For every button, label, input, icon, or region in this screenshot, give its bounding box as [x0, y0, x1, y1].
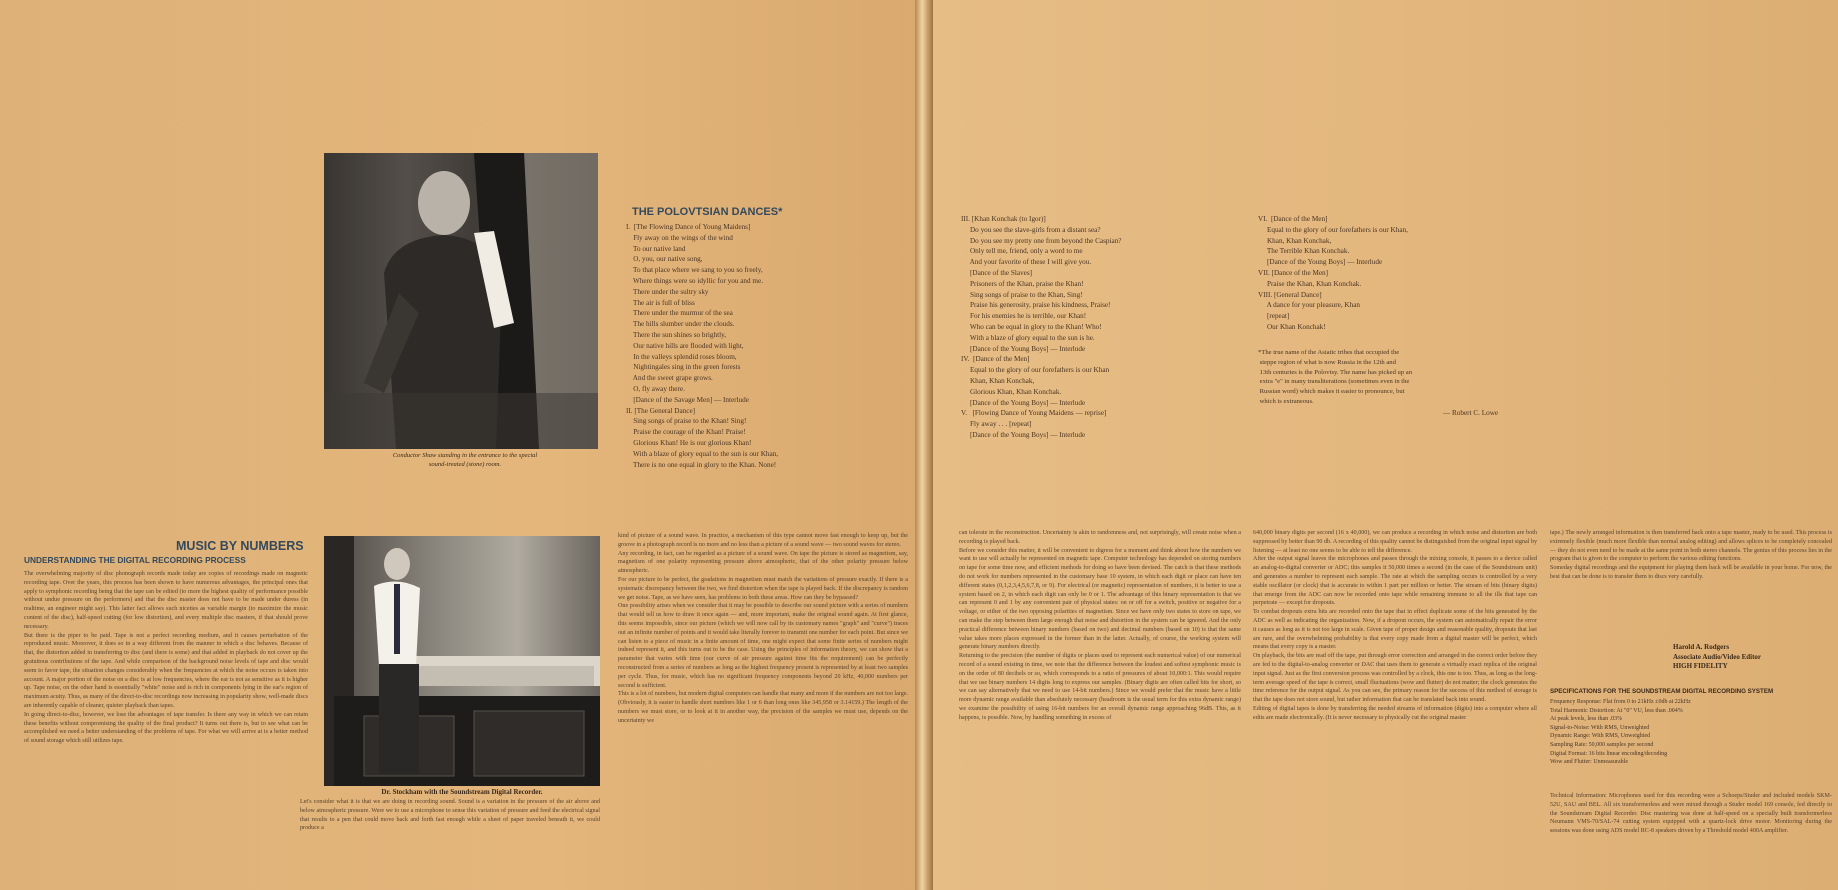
conductor-figure	[324, 153, 598, 449]
music-by-numbers-title: MUSIC BY NUMBERS	[176, 539, 304, 553]
technical-information: Technical Information: Microphones used for this recording were a Schoeps/Studer and included models SKM-52U, SAU and BEL. All six transformerless and were mixed through a Studer model 169 console, fed directly to the Soundstream Digital Recorder. Disc mastering was done at half-speed on a specially built transformerless Neumann VMS-70/SAL-74 cutting system equipped with a quartz-lock drive motor. Monitoring during the sessions was done using ADS model RC-8 speakers driven by a Threshold model 400A amplifier.	[1550, 793, 1832, 835]
polovtsian-lyrics-part1: I. [The Flowing Dance of Young Maidens] Fly away on the wings of the wind To our native land O, you, our native song, To that place where we sang to you so freely, Where things were so idyllic for you and me. There under the sultry sky The air is full of bliss There under the murmur of the sea The hills slumber under the clouds. There the sun shines so brightly, Our native hills are flooded with light, In the valleys splendid roses bloom, Nightingales sing in the green forests And the sweet grape grows. O, fly away there. [Dance of the Savage Men] — Interlude II. [The General Dance] Sing songs of praise to the Khan! Sing! Praise the courage of the Khan! Praise! Glorious Khan! He is our glorious Khan! With a blaze of glory equal to the sun is our Khan, There is no one equal in glory to the Khan. None!	[626, 223, 779, 469]
specs-title: SPECIFICATIONS FOR THE SOUNDSTREAM DIGITAL RECORDING SYSTEM	[1550, 688, 1774, 695]
photo1-caption: Conductor Shaw standing in the entrance to the special sound-treated (stone) room.	[392, 452, 538, 469]
article-column-2: Let's consider what it is that we are doing in recording sound. Sound is a variation in the pressure of the air above and below atmospheric pressure. Were we to use a microphone to sense this variation of pressure and feed the electrical signal that results to a pen that could move back and forth fast enough while a sheet of paper traveled beneath it, we could produce a	[300, 799, 600, 832]
conductor-photo	[324, 153, 598, 449]
article-column-3: kind of picture of a sound wave. In practice, a mechanism of this type cannot move fast enough to keep up, but the groove in a photograph record is no more and no less than a picture of a sound wave — two sound waves for stereo. Any recording, in fact, can be regarded as a picture of a sound wave. On tape the picture is stored as magnetism, say, magnetism of one polarity representing pressure above atmospheric, that of the other polarity pressure below atmospheric. For our picture to be perfect, the gradations in magnetism must match the variations of pressure exactly. If there is a systematic discrepancy between the two, we find distortion when the tape is played back. If the discrepancy is random we get noise. Tape, as we have seen, has problems in both these areas. How can they be bypassed? One possibility arises when we consider that it may be possible to describe our sound picture with a series of numbers that would tell us how to draw it once again — and, more important, make the original sound again. At first glance, this seems impossible, since our picture (which we will now call by its customary names "graph" and "curve") traces out an infinite number of points and it would take literally forever to transmit one number for each point. But since we can listen to a piece of music in a finite amount of time, one might expect that some finite series of numbers might indeed represent it, and this turns out to be the case. Using the principles of information theory, we can show that a parameter that varies with time (our curve of air pressure against time fits the requirement) can be perfectly reconstructed from a series of numbers as long as the highest frequency present is represented by at least two samples per cycle. Thus, for music, which has no significant frequency components beyond 20 kHz, 40,000 numbers per second is sufficient. This is a lot of numbers, but modern digital computers can handle that many and more if the numbers are not too large. (Obviously, it is easier to handle short numbers like 1 or 6 than long ones like 345,958 or 3.14159.) The length of the numbers we must store, or to look at it in another way, the precision of the samples we must use, depends on the uncertainty we	[618, 533, 908, 724]
author-signature: Harold A. Rodgers Associate Audio/Video Editor HIGH FIDELITY	[1673, 643, 1762, 670]
right-page	[933, 0, 1838, 890]
footnote-author: — Robert C. Lowe	[1443, 409, 1499, 417]
polovtsian-lyrics-part2: III. [Khan Konchak (to Igor)] Do you see the slave-girls from a distant sea? Do you see my pretty one from beyond the Caspian? Only tell me, friend, only a word to me And your favorite of these I will give you. [Dance of the Slaves] Prisoners of the Khan, praise the Khan! Sing songs of praise to the Khan, Sing! Praise his generosity, praise his kindness, Praise! For his enemies he is terrible, our Khan! Who can be equal in glory to the Khan! Who! With a blaze of glory equal to the sun is he. [Dance of the Young Boys] — Interlude IV. [Dance of the Men] Equal to the glory of our forefathers is our Khan Khan, Khan Konchak, Glorious Khan, Khan Konchak. [Dance of the Young Boys] — Interlude V. [Flowing Dance of Young Maidens — reprise] Fly away . . . [repeat] [Dance of the Young Boys] — Interlude	[961, 215, 1122, 439]
recorder-scene	[324, 536, 600, 786]
footnote: *The true name of the Asiatic tribes that occupied the steppe region of what is now Russia in the 12th and 13th centuries is the Polovtsy. The name has picked up an extra "e" in many transliterations (sometimes even in the Russian word) which makes it easier to pronounce, but which is extraneous.	[1258, 349, 1413, 405]
article-column-5: 640,000 binary digits per second (16 x 40,000), we can produce a recording in which noise and distortion are both suppressed by better than 90 db. A recording of this quality cannot be distinguished from the original input signal by listening — at least no one seems to be able to tell the difference. After the output signal leaves the microphones and passes through the mixing console, it passes to a device called an analog-to-digital converter or ADC; this samples it 50,000 times a second (in the case of the Soundstream unit) and generates a number to represent each sample. The rate at which the sampling occurs is controlled by a very stable oscillator (or clock) that is accurate to within 1 part per million or better. The stream of bits (binary digits) that emerge from the ADC can now be recorded onto tape while remaining immune to all the ills that tape can perpetrate — except for dropouts. To combat dropouts extra bits are recorded onto the tape that in effect duplicate some of the bits generated by the ADC as well as indicating the organization. Now, if a dropout occurs, the system can automatically repair the error it causes as long as it is not too large in scale. Given tape of proper design and reasonable quality, dropouts that last are rare, and the overwhelming probability is that every copy made from a digital master will be perfect, which means that every copy is a master. On playback, the bits are read off the tape, put through error correction and arranged in the correct order before they are fed to the digital-to-analog converter or DAC that uses them to generate a virtually exact replica of the original input signal. Just as the first conversion process was controlled by a clock, this one is too. Thus, as long as the long-term average speed of the tape is correct, small fluctuations (wow and flutter) do not matter; the clock generates the time reference for the output signal. As you can see, the primary reason for the success of this method of storage is that the tape does not store sound, but rather information that can be translated back into sound. Editing of digital tapes is done by transferring the needed streams of information (digits) into a computer where all edits are made electronically. (It is never necessary to physically cut the original master	[1253, 530, 1537, 721]
polovtsian-title: THE POLOVTSIAN DANCES*	[632, 206, 783, 218]
article-column-4: can tolerate in the reconstruction. Uncertainty is akin to randomness and, not surprisingly, will create noise when a recording is played back. Before we consider this matter, it will be convenient to digress for a moment and think about how the numbers we want to use will actually be represented on magnetic tape. Computer technology has depended on storing numbers on tape for some time now, and efficient methods for doing so have been devised. The catch is that these methods do not work for numbers represented in the customary base 10 system, in which each digit or place can have ten different states (0,1,2,3,4,5,6,7,8, or 9). For electrical (or magnetic) representation of numbers, it is better to use a system based on 2, in which each digit can only be 0 or 1. The advantage of this binary representation is that we can represent 0 and 1 by any convenient pair of physical states: on or off for a switch, positive or negative for a voltage, or either of the two opposing polarities of magnetism. Since we have only two states to store on tape, we can make the step between them large enough that noise and distortion in the system can be ignored. And the only practical difference between binary numbers (based on two) and decimal numbers (based on 10) is that the same value takes more places expressed in the former than in the latter. Actually, of course, the working system will generate binary numbers directly. Returning to the precision (the number of digits or places used to represent each numerical value) of our numerical record of a sound existing in time, we note that the difference between the loudest and softest symphonic music is on the order of 80 decibels or so, which corresponds to a ratio of pressures of about 10,000:1. This would require that we use binary numbers 14 digits long to express our samples. (Binary digits are often called bits for short, so we can say alternatively that we need to use 14-bit numbers.) Since we would prefer that the music have a little more dynamic range available than absolutely necessary (headroom is the usual term for this extra dynamic range) we examine the possibility of using 16-bit numbers for an overall dynamic range approaching 96dB. This, as it happens, is possible. Now, by handling something in excess of	[959, 530, 1241, 721]
spine	[915, 0, 933, 890]
left-page	[0, 0, 915, 890]
polovtsian-lyrics-part3: VI. [Dance of the Men] Equal to the glory of our forefathers is our Khan, Khan, Khan Konchak, The Terrible Khan Konchak. [Dance of the Young Boys] — Interlude VII. [Dance of the Men] Praise the Khan, Khan Konchak. VIII. [General Dance] A dance for your pleasure, Khan [repeat] Our Khan Konchak!	[1258, 215, 1408, 331]
photo2-caption: Dr. Stockham with the Soundstream Digital Recorder.	[381, 788, 543, 796]
music-by-numbers-subtitle: UNDERSTANDING THE DIGITAL RECORDING PROCESS	[24, 555, 246, 565]
article-column-1: The overwhelming majority of disc phonograph records made today are copies of recordings made on magnetic recording tape. Over the years, this process has been shown to have numerous advantages, the principal ones that apply to symphonic recording being that the tape can be edited (to more the highest quality of performance possible without undue pressure on the performers) and that the disc master does not have to be made under duress (in realtime, an engineer might say). This latter fact allows such niceties as variable margin (to maximize the music content of the disc), half-speed cutting (for low distortion), and every multiple disc masters, if that should prove necessary. But there is the piper to be paid. Tape is not a perfect recording medium, and it causes perturbation of the reproduced music. Moreover, it does so in a way different from the manner in which a disc behaves. Because of that, the distortion added in transferring to disc (and there is some) and that added in playback do not cover up the gratuitous contributions of the tape. And while comparison of the background noise levels of tape and disc would seem to favor tape, the situation changes considerably when the frequencies at which the noise occurs is taken into account. A major portion of the noise on a disc is at low frequencies, where the ear is not as sensitive as it is higher up. Tape noise, on the other hand is essentially "white" noise and is rich in components lying in the ear's region of maximum acuity. Thus, as many of the direct-to-disc recordings now increasing in popularity show, well-made discs are inherently capable of cleaner, quieter playback than tapes. In going direct-to-disc, however, we lose the advantages of tape transfer. Is there any way in which we can retain these benefits without compromising the quality of the final product? It turns out there is, but to see what can be accomplished we need a better understanding of the problems of tape. For what we will arrive at is a better method of sound storage which still utilizes tape.	[24, 571, 308, 745]
specs-list: Frequency Response: Flat from 0 to 21kHz ±0db at 22kHz Total Harmonic Distortion: At "0" VU, less than .004% At peak levels, less than .03% Signal-to-Noise: With RMS, Unweighted Dynamic Range: With RMS, Unweighted Sampling Rate: 50,000 samples per second Digital Format: 16 bits linear encoding/decoding Wow and Flutter: Unmeasurable	[1550, 699, 1691, 766]
article-column-6: tape.) The newly arranged information is then transferred back onto a tape master, ready to be used. This process is extremely flexible (much more flexible than normal analog editing) and allows splices to be completely concealed — they do not even need to be made at the same point in both stereo channels. The genius of this process lies in the program that is given to the computer to perform the various editing functions. Someday digital recordings and the equipment for playing them back will be available in your home. For now, the best that can be done is to transfer them to discs very carefully.	[1550, 530, 1832, 580]
stockham-photo	[324, 536, 600, 786]
